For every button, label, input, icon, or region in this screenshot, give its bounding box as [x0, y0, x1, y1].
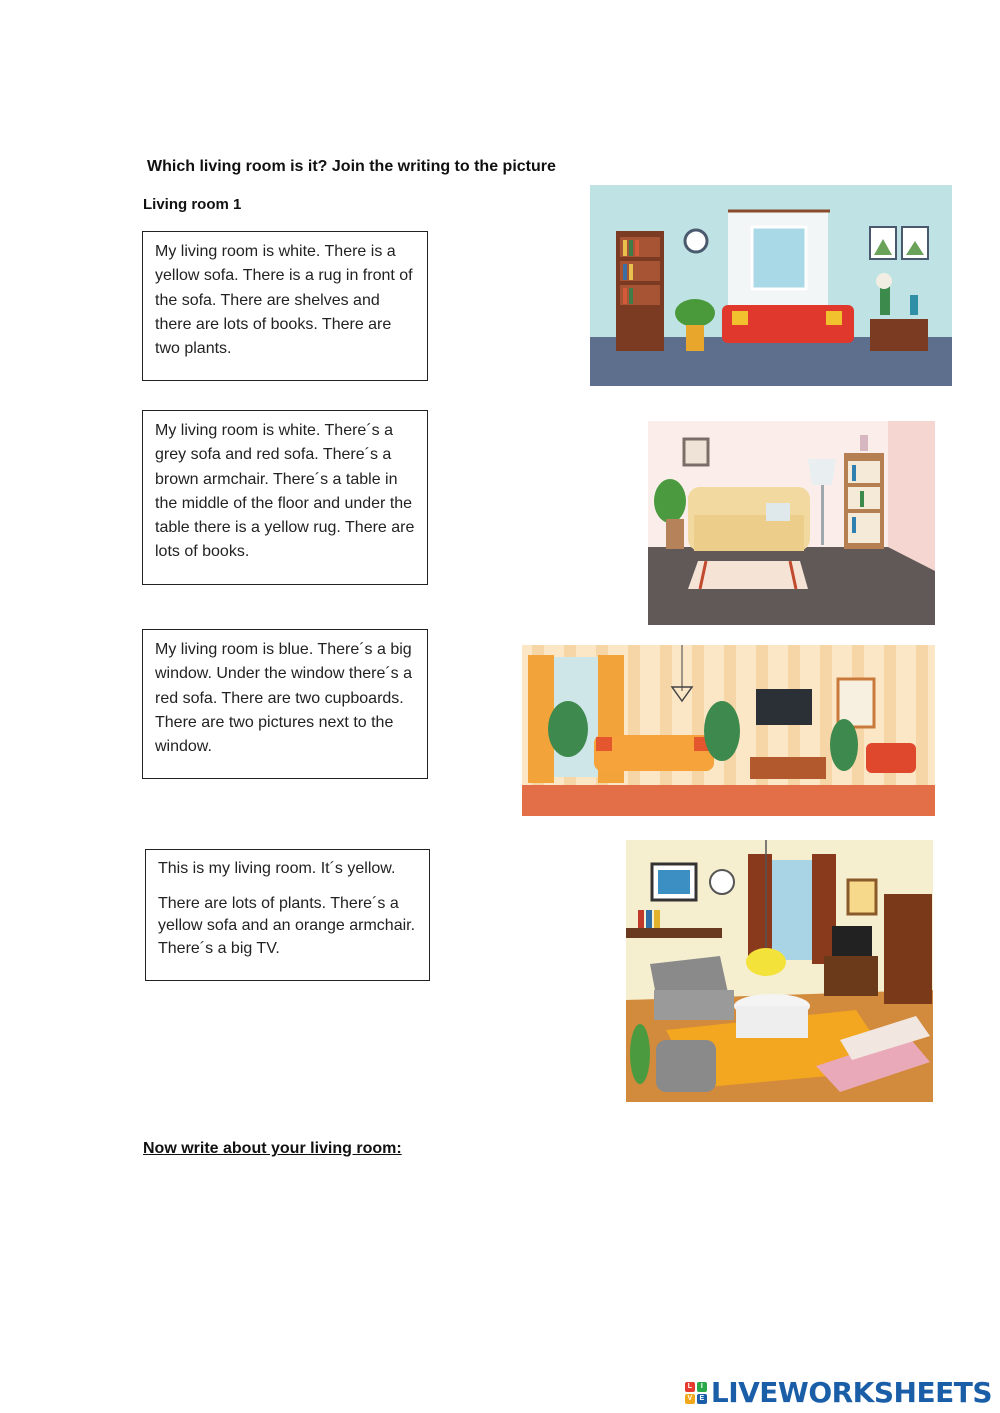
description-box-4 — [145, 849, 430, 981]
living-room-picture-blue[interactable] — [590, 185, 952, 386]
logo-letter-l: L — [685, 1382, 695, 1392]
description-text-2: My living room is white. There´s a grey sofa and red sofa. There´s a brown armchair. There´s a table in the middle of the floor and under the table there is a yellow rug. There are lots of books. — [155, 422, 415, 561]
description-box-2 — [142, 410, 428, 585]
logo-letter-v: V — [685, 1394, 695, 1404]
liveworksheets-logo — [685, 1376, 992, 1409]
living-room-picture-white[interactable] — [648, 421, 935, 625]
description-box-1 — [142, 231, 428, 381]
description-text-3: My living room is blue. There´s a big window. Under the window there´s a red sofa. There are two cupboards. There are two pictures next to the window. — [155, 641, 413, 756]
logo-letter-i: I — [697, 1382, 707, 1392]
description-text-4b: There are lots of plants. There´s a yellow sofa and an orange armchair. There´s a big TV. — [158, 894, 416, 957]
living-room-picture-yellow[interactable] — [626, 840, 933, 1102]
worksheet-title: Which living room is it? Join the writing to the picture — [147, 158, 556, 175]
writing-prompt: Now write about your living room: — [143, 1140, 402, 1157]
logo-grid-icon — [685, 1382, 707, 1404]
description-text-4a: This is my living room. It´s yellow. — [158, 860, 396, 877]
logo-letter-e: E — [697, 1394, 707, 1404]
logo-text: LIVEWORKSHEETS — [710, 1376, 992, 1409]
section-subtitle: Living room 1 — [143, 196, 242, 213]
description-text-1: My living room is white. There is a yellow sofa. There is a rug in front of the sofa. There are shelves and there are lots of books. There are two plants. — [155, 243, 413, 358]
description-box-3 — [142, 629, 428, 779]
living-room-picture-orange[interactable] — [522, 645, 935, 816]
